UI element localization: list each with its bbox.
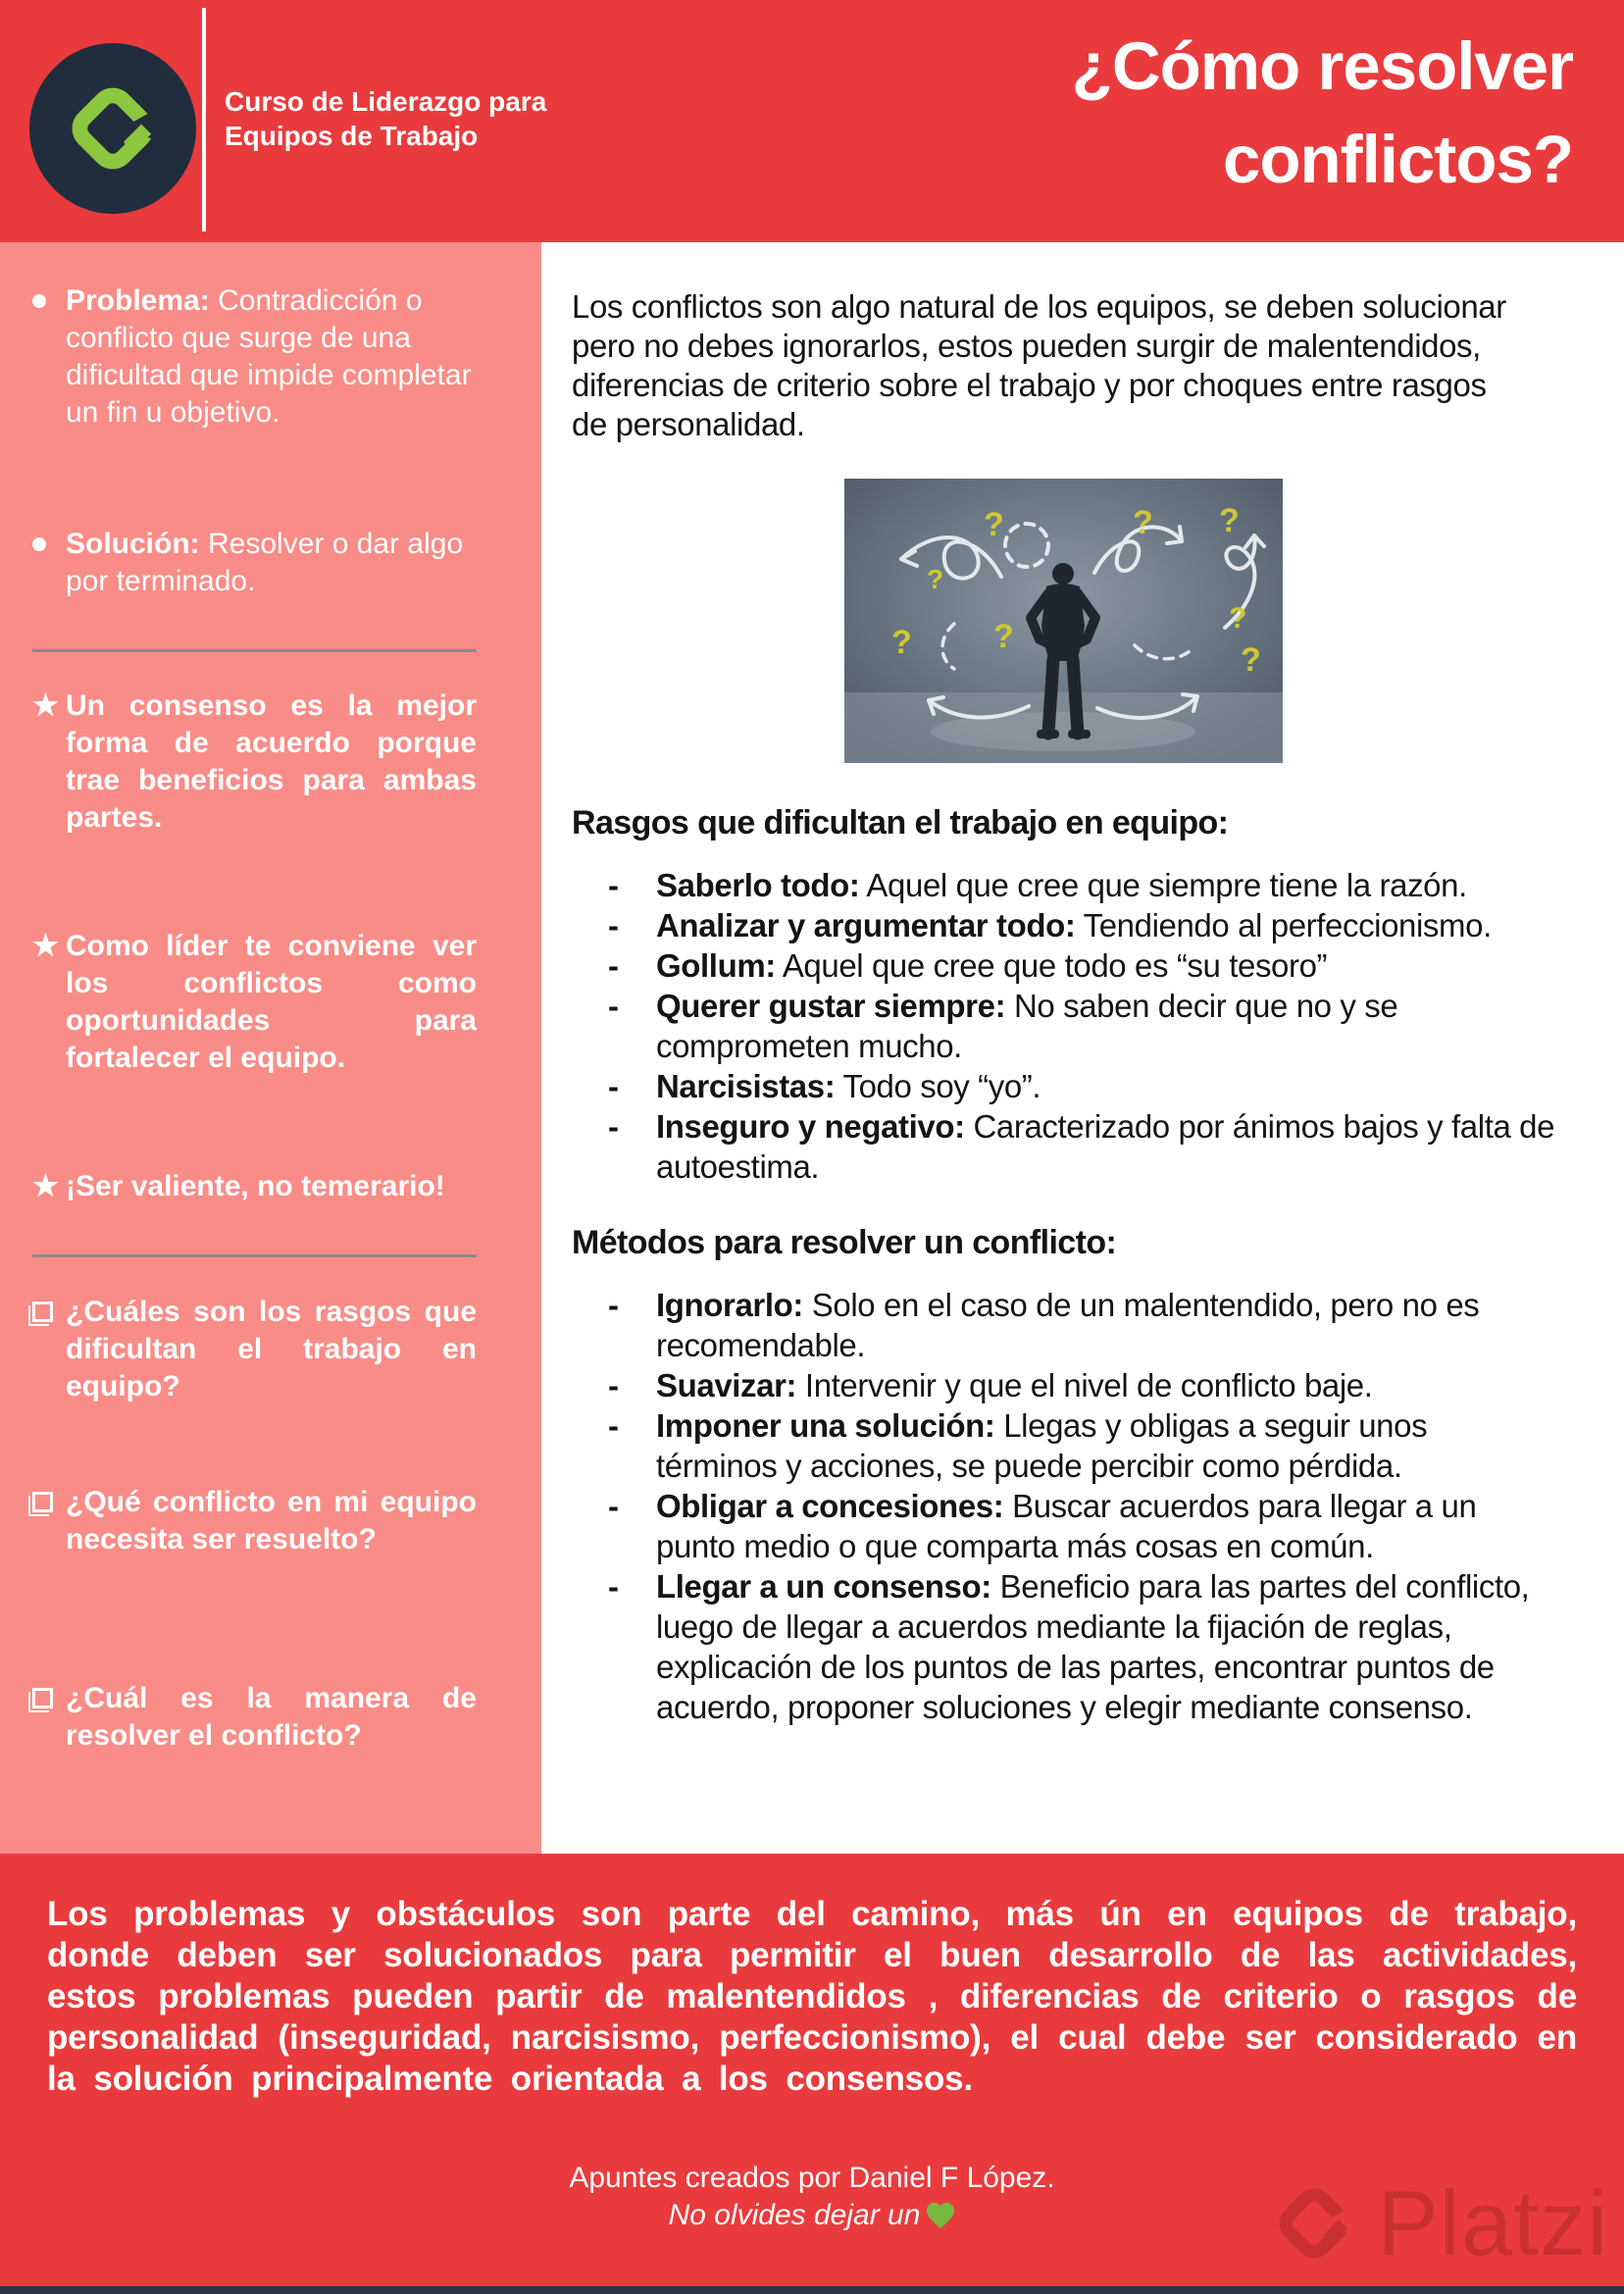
svg-text:?: ?: [1229, 602, 1247, 635]
checkbox-icon: [32, 1680, 66, 1755]
platzi-watermark-text: Platzi: [1377, 2171, 1608, 2274]
sidebar-divider: [32, 1254, 477, 1257]
bottom-navy-bar: [0, 2286, 1624, 2294]
metodo-label: Ignorarlo:: [656, 1287, 803, 1323]
definition-item: [32, 526, 477, 600]
question-text: ¿Qué conflicto en mi equipo necesita ser resuelto?: [66, 1486, 477, 1555]
rasgo-item: [608, 865, 1555, 905]
rasgo-label: Querer gustar siempre:: [656, 988, 1006, 1024]
header-divider: [202, 8, 206, 231]
key-idea-item: [32, 1168, 477, 1205]
metodo-item: [608, 1405, 1555, 1486]
rasgo-text: Tendiendo al perfeccionismo.: [1083, 907, 1492, 943]
definition-list: [32, 282, 477, 600]
definition-label: Solución:: [66, 528, 200, 560]
content-columns: [0, 242, 1624, 1854]
metodo-item: [608, 1365, 1555, 1405]
rasgo-label: Gollum:: [656, 947, 776, 984]
header: [0, 0, 1624, 242]
rasgos-list: [572, 865, 1555, 1187]
metodo-label: Imponer una solución:: [656, 1407, 995, 1444]
svg-text:?: ?: [1133, 504, 1153, 541]
key-ideas-list: [32, 688, 477, 1205]
metodo-text: Llegas y obligas a seguir unos términos y acciones, se puede percibir como pérdida.: [656, 1407, 1428, 1484]
rasgo-item: [608, 986, 1555, 1066]
sidebar-divider: [32, 649, 477, 652]
page-title: ¿Cómo resolver conflictos?: [1071, 28, 1573, 197]
svg-text:?: ?: [984, 506, 1004, 543]
dash-icon: -: [608, 1568, 619, 1605]
course-title: Curso de Liderazgo para Equipos de Trabajo: [225, 86, 547, 151]
question-item: [32, 1680, 477, 1755]
definition-label: Problema:: [66, 284, 210, 317]
summary-paragraph: Los problemas y obstáculos son parte del camino, más ún en equipos de trabajo, donde deben ser solucionados para permitir el buen desarrollo de las actividades, estos problemas pueden partir de malentendidos , diferencias de criterio o rasgos de personalidad (inseguridad, narcisismo, perfeccionismo), el cual debe ser considerado en la solución principalmente orientada a los consensos.: [47, 1895, 1577, 2098]
rasgo-item: [608, 1066, 1555, 1106]
platzi-logo-badge: [29, 43, 196, 214]
key-idea-text: Un consenso es la mejor forma de acuerdo porque trae beneficios para ambas partes.: [66, 689, 477, 834]
cta-line: [0, 2198, 1624, 2233]
section-heading-metodos: Métodos para resolver un conflicto:: [572, 1224, 1117, 1261]
key-idea-text: Como líder te conviene ver los conflictos como oportunidades para fortalecer el equipo.: [66, 930, 477, 1074]
definition-item: [32, 282, 477, 432]
metodo-item: [608, 1285, 1555, 1365]
rasgo-item: [608, 905, 1555, 945]
bullet-dot-icon: [32, 282, 66, 432]
svg-text:?: ?: [993, 618, 1014, 655]
rasgo-label: Inseguro y negativo:: [656, 1108, 965, 1145]
dash-icon: -: [608, 988, 619, 1024]
rasgo-text: Aquel que cree que siempre tiene la razón.: [866, 867, 1467, 903]
section-heading-rasgos: Rasgos que dificultan el trabajo en equipo:: [572, 804, 1229, 841]
rasgo-text: No saben decir que no y se comprometen mucho.: [656, 988, 1398, 1064]
definition-text: Contradicción o conflicto que surge de una dificultad que impide completar un fin u objetivo.: [66, 284, 472, 429]
dash-icon: -: [608, 1068, 619, 1104]
key-idea-item: [32, 688, 477, 837]
main-content: [541, 242, 1624, 1854]
dash-icon: -: [608, 1407, 619, 1444]
svg-text:?: ?: [1219, 502, 1240, 539]
checkbox-icon: [32, 1294, 66, 1405]
bullet-dot-icon: [32, 526, 66, 600]
rasgo-item: [608, 945, 1555, 986]
green-heart-icon: [926, 2202, 955, 2229]
metodo-label: Suavizar:: [656, 1367, 797, 1403]
key-idea-item: [32, 928, 477, 1077]
metodo-text: Beneficio para las partes del conflicto, luego de llegar a acuerdos mediante la fijación de reglas, explicación de los puntos de las partes, encontrar puntos de acuerdo, proponer soluciones y elegir mediante consenso.: [656, 1568, 1530, 1725]
dash-icon: -: [608, 1108, 619, 1145]
definition-text: Resolver o dar algo por terminado.: [66, 528, 464, 597]
key-idea-text: ¡Ser valiente, no temerario!: [66, 1170, 445, 1202]
star-icon: ★: [32, 930, 59, 962]
star-icon: ★: [32, 1170, 59, 1202]
metodo-item: [608, 1566, 1555, 1727]
svg-text:?: ?: [1241, 641, 1261, 679]
question-list: [32, 1294, 477, 1755]
conflict-figure-image: [844, 479, 1283, 763]
metodo-label: Llegar a un consenso:: [656, 1568, 991, 1605]
rasgo-item: [608, 1106, 1555, 1187]
rasgo-label: Analizar y argumentar todo:: [656, 907, 1076, 943]
platzi-logo-icon: [58, 74, 168, 183]
question-text: ¿Cuál es la manera de resolver el conflicto?: [66, 1682, 477, 1752]
svg-text:?: ?: [927, 564, 944, 594]
rasgo-label: Narcisistas:: [656, 1068, 836, 1104]
metodo-item: [608, 1486, 1555, 1566]
metodo-label: Obligar a concesiones:: [656, 1488, 1004, 1524]
credit-line: Apuntes creados por Daniel F López.: [569, 2162, 1055, 2194]
dash-icon: -: [608, 907, 619, 943]
sidebar: [0, 242, 541, 1854]
rasgo-label: Saberlo todo:: [656, 867, 860, 903]
rasgo-text: Caracterizado por ánimos bajos y falta de autoestima.: [656, 1108, 1555, 1185]
dash-icon: -: [608, 1488, 619, 1524]
metodo-text: Buscar acuerdos para llegar a un punto medio o que comparta más cosas en común.: [656, 1488, 1477, 1564]
dash-icon: -: [608, 947, 619, 984]
dash-icon: -: [608, 867, 619, 903]
svg-text:?: ?: [891, 624, 912, 661]
dash-icon: -: [608, 1287, 619, 1323]
rasgo-text: Todo soy “yo”.: [842, 1068, 1041, 1104]
checkbox-icon: [32, 1484, 66, 1558]
question-item: [32, 1484, 477, 1558]
star-icon: ★: [32, 689, 59, 722]
question-item: [32, 1294, 477, 1405]
summary-band: [0, 1854, 1624, 2286]
rasgo-text: Aquel que cree que todo es “su tesoro”: [782, 947, 1328, 984]
intro-paragraph: Los conflictos son algo natural de los equipos, se deben solucionar pero no debes ignorarlos, estos pueden surgir de malentendidos, diferencias de criterio sobre el trabajo y por choques entre rasgos de personalidad.: [572, 288, 1506, 442]
cta-text: No olvides dejar un: [668, 2199, 921, 2231]
metodos-list: [572, 1285, 1555, 1727]
dash-icon: -: [608, 1367, 619, 1403]
metodo-text: Solo en el caso de un malentendido, pero no es recomendable.: [656, 1287, 1480, 1363]
metodo-text: Intervenir y que el nivel de conflicto baje.: [804, 1367, 1373, 1403]
question-text: ¿Cuáles son los rasgos que dificultan el trabajo en equipo?: [66, 1296, 477, 1402]
